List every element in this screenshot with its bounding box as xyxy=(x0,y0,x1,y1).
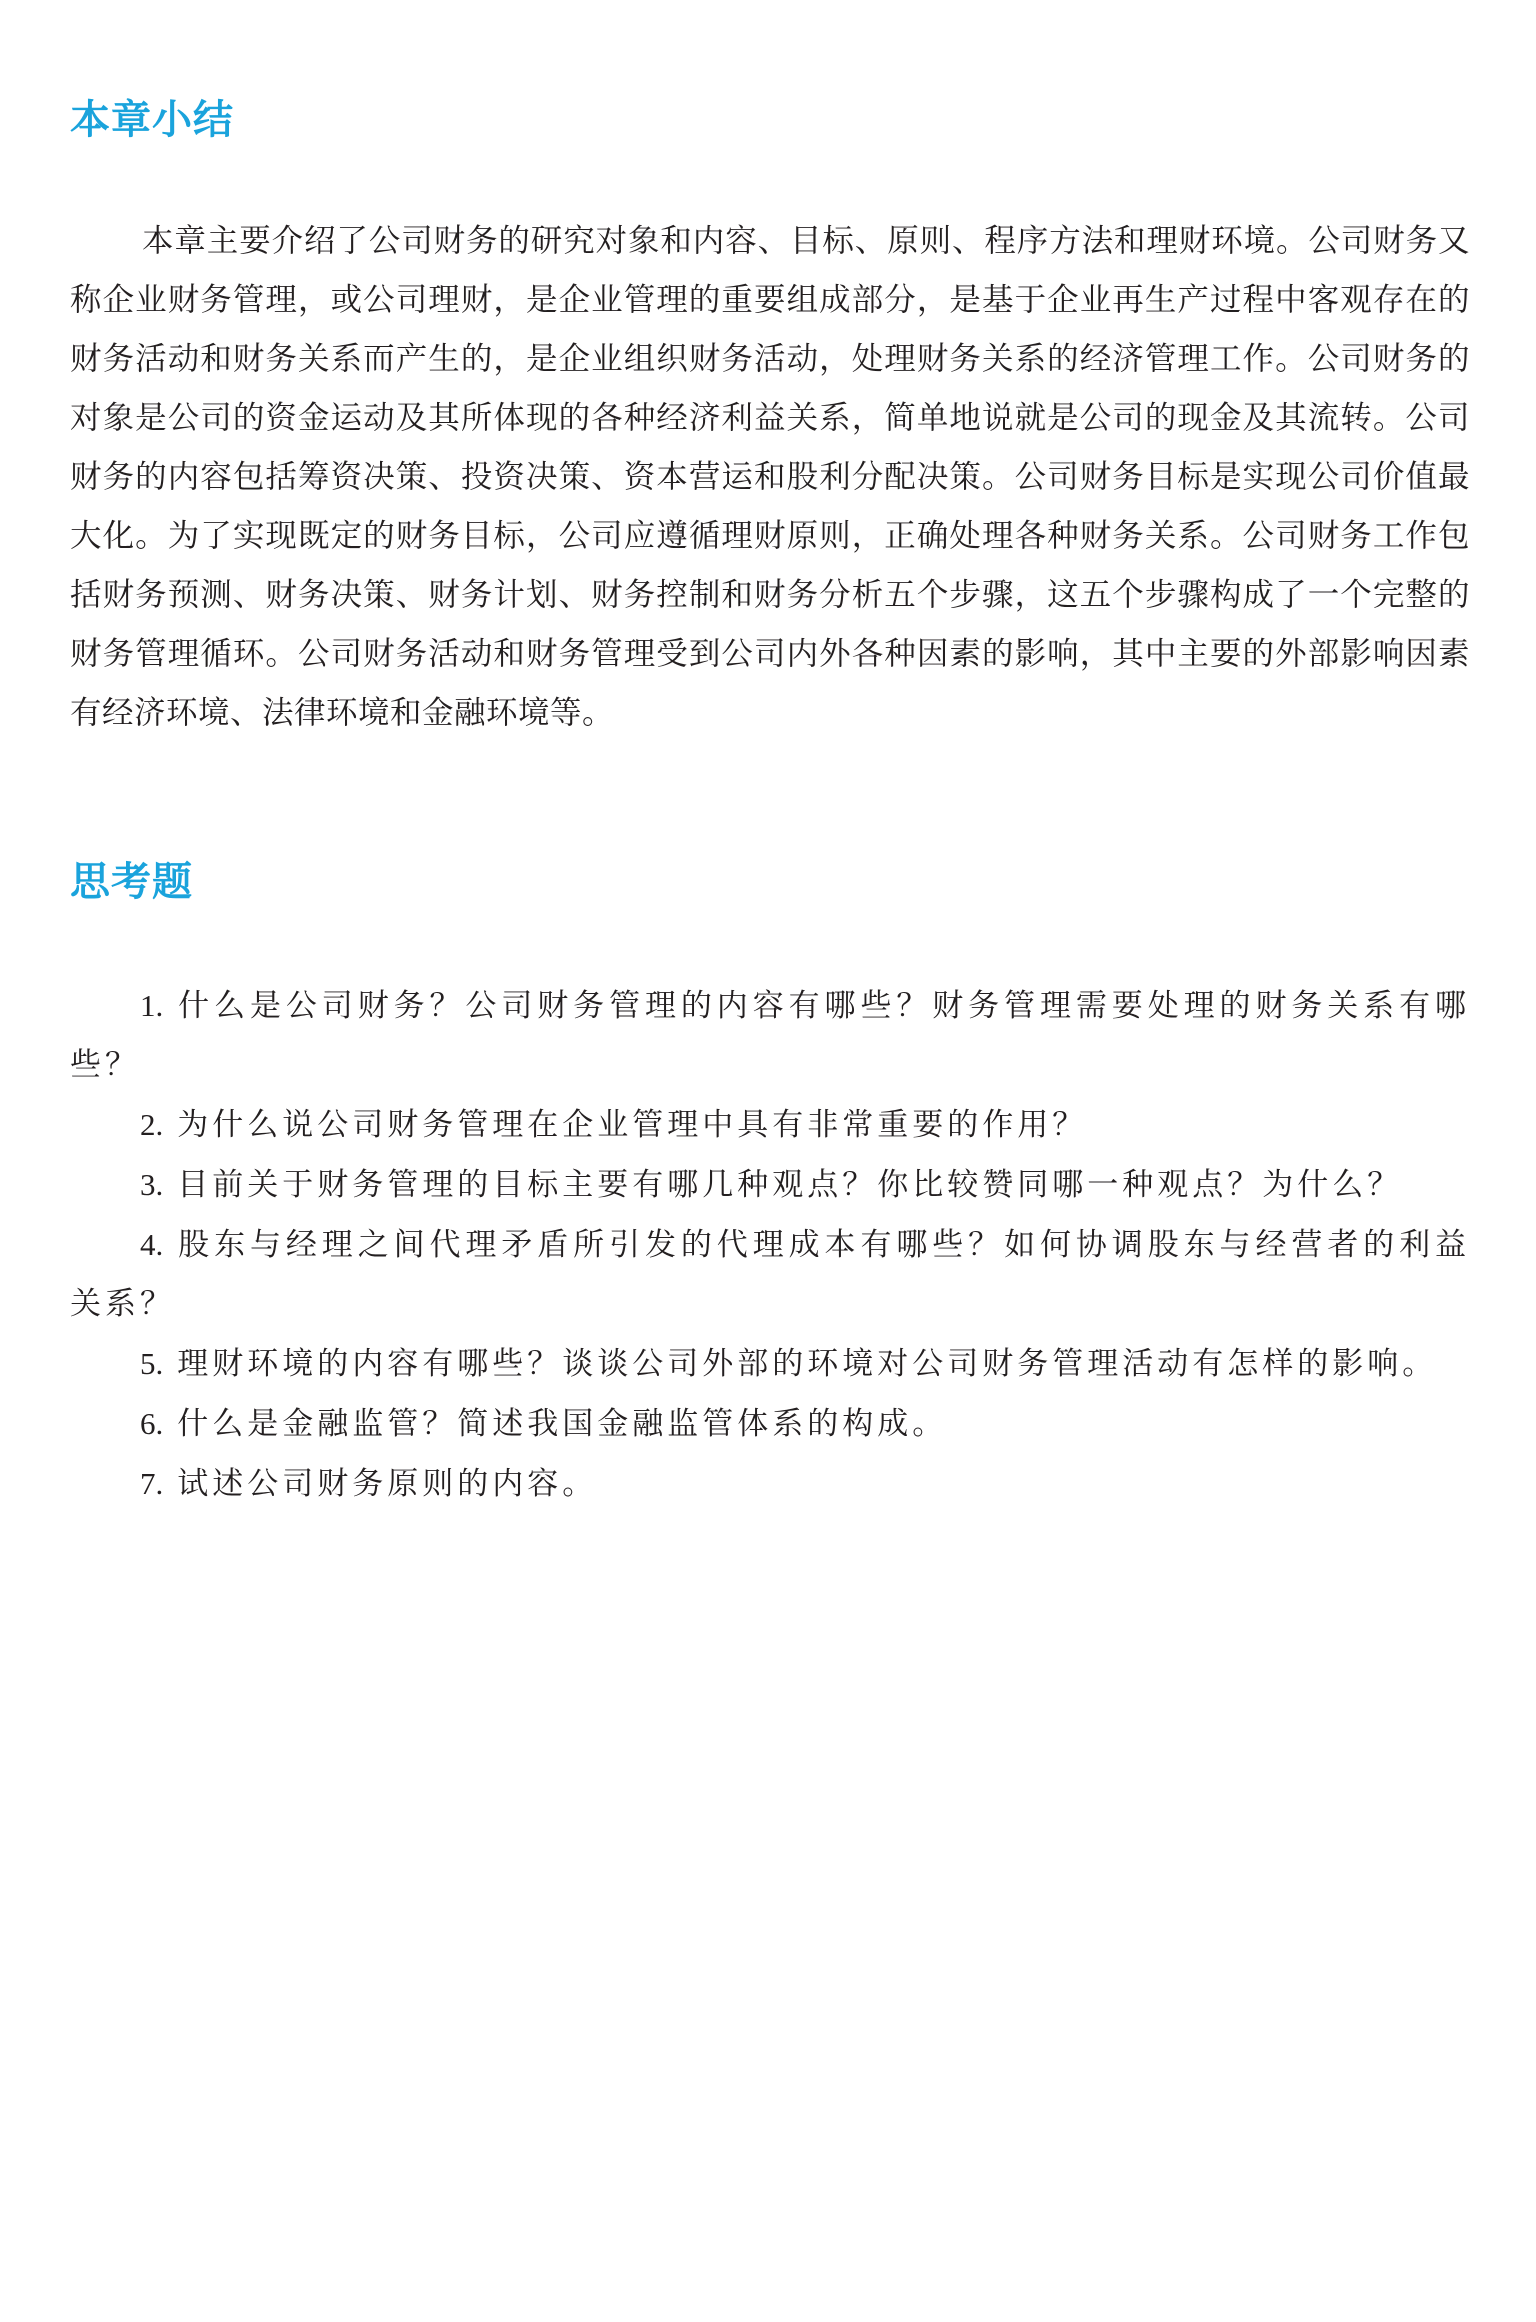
summary-heading: 本章小结 xyxy=(70,97,234,143)
question-text: 试述公司财务原则的内容。 xyxy=(177,1466,598,1502)
question-number: 4. xyxy=(140,1227,164,1262)
question-text: 为什么说公司财务管理在企业管理中具有非常重要的作用？ xyxy=(177,1107,1088,1143)
question-item-2 xyxy=(70,1095,1470,1155)
question-number: 3. xyxy=(140,1167,164,1202)
question-text: 什么是公司财务？公司财务管理的内容有哪些？财务管理需要处理的财务关系有哪些？ xyxy=(70,988,1470,1083)
question-number: 6. xyxy=(140,1406,164,1441)
questions-heading: 思考题 xyxy=(70,859,193,905)
question-text: 股东与经理之间代理矛盾所引发的代理成本有哪些？如何协调股东与经营者的利益关系？ xyxy=(70,1227,1470,1322)
question-text: 目前关于财务管理的目标主要有哪几种观点？你比较赞同哪一种观点？为什么？ xyxy=(177,1167,1403,1203)
question-item-7 xyxy=(70,1454,1470,1514)
question-item-1 xyxy=(70,976,1470,1095)
question-number: 2. xyxy=(140,1107,164,1142)
question-list xyxy=(70,976,1470,1514)
summary-paragraph: 本章主要介绍了公司财务的研究对象和内容、目标、原则、程序方法和理财环境。公司财务又称企业财务管理，或公司理财，是企业管理的重要组成部分，是基于企业再生产过程中客观存在的财务活动和财务关系而产生的，是企业组织财务活动，处理财务关系的经济管理工作。公司财务的对象是公司的资金运动及其所体现的各种经济利益关系，简单地说就是公司的现金及其流转。公司财务的内容包括筹资决策、投资决策、资本营运和股利分配决策。公司财务目标是实现公司价值最大化。为了实现既定的财务目标，公司应遵循理财原则，正确处理各种财务关系。公司财务工作包括财务预测、财务决策、财务计划、财务控制和财务分析五个步骤，这五个步骤构成了一个完整的财务管理循环。公司财务活动和财务管理受到公司内外各种因素的影响，其中主要的外部影响因素有经济环境、法律环境和金融环境等。 xyxy=(70,223,1470,731)
question-text: 什么是金融监管？简述我国金融监管体系的构成。 xyxy=(177,1406,948,1442)
question-item-6 xyxy=(70,1394,1470,1454)
question-number: 1. xyxy=(140,988,164,1023)
question-item-5 xyxy=(70,1334,1470,1394)
question-item-4 xyxy=(70,1215,1470,1334)
question-number: 5. xyxy=(140,1346,164,1381)
question-number: 7. xyxy=(140,1466,164,1501)
question-item-3 xyxy=(70,1155,1470,1215)
question-text: 理财环境的内容有哪些？谈谈公司外部的环境对公司财务管理活动有怎样的影响。 xyxy=(177,1346,1438,1382)
